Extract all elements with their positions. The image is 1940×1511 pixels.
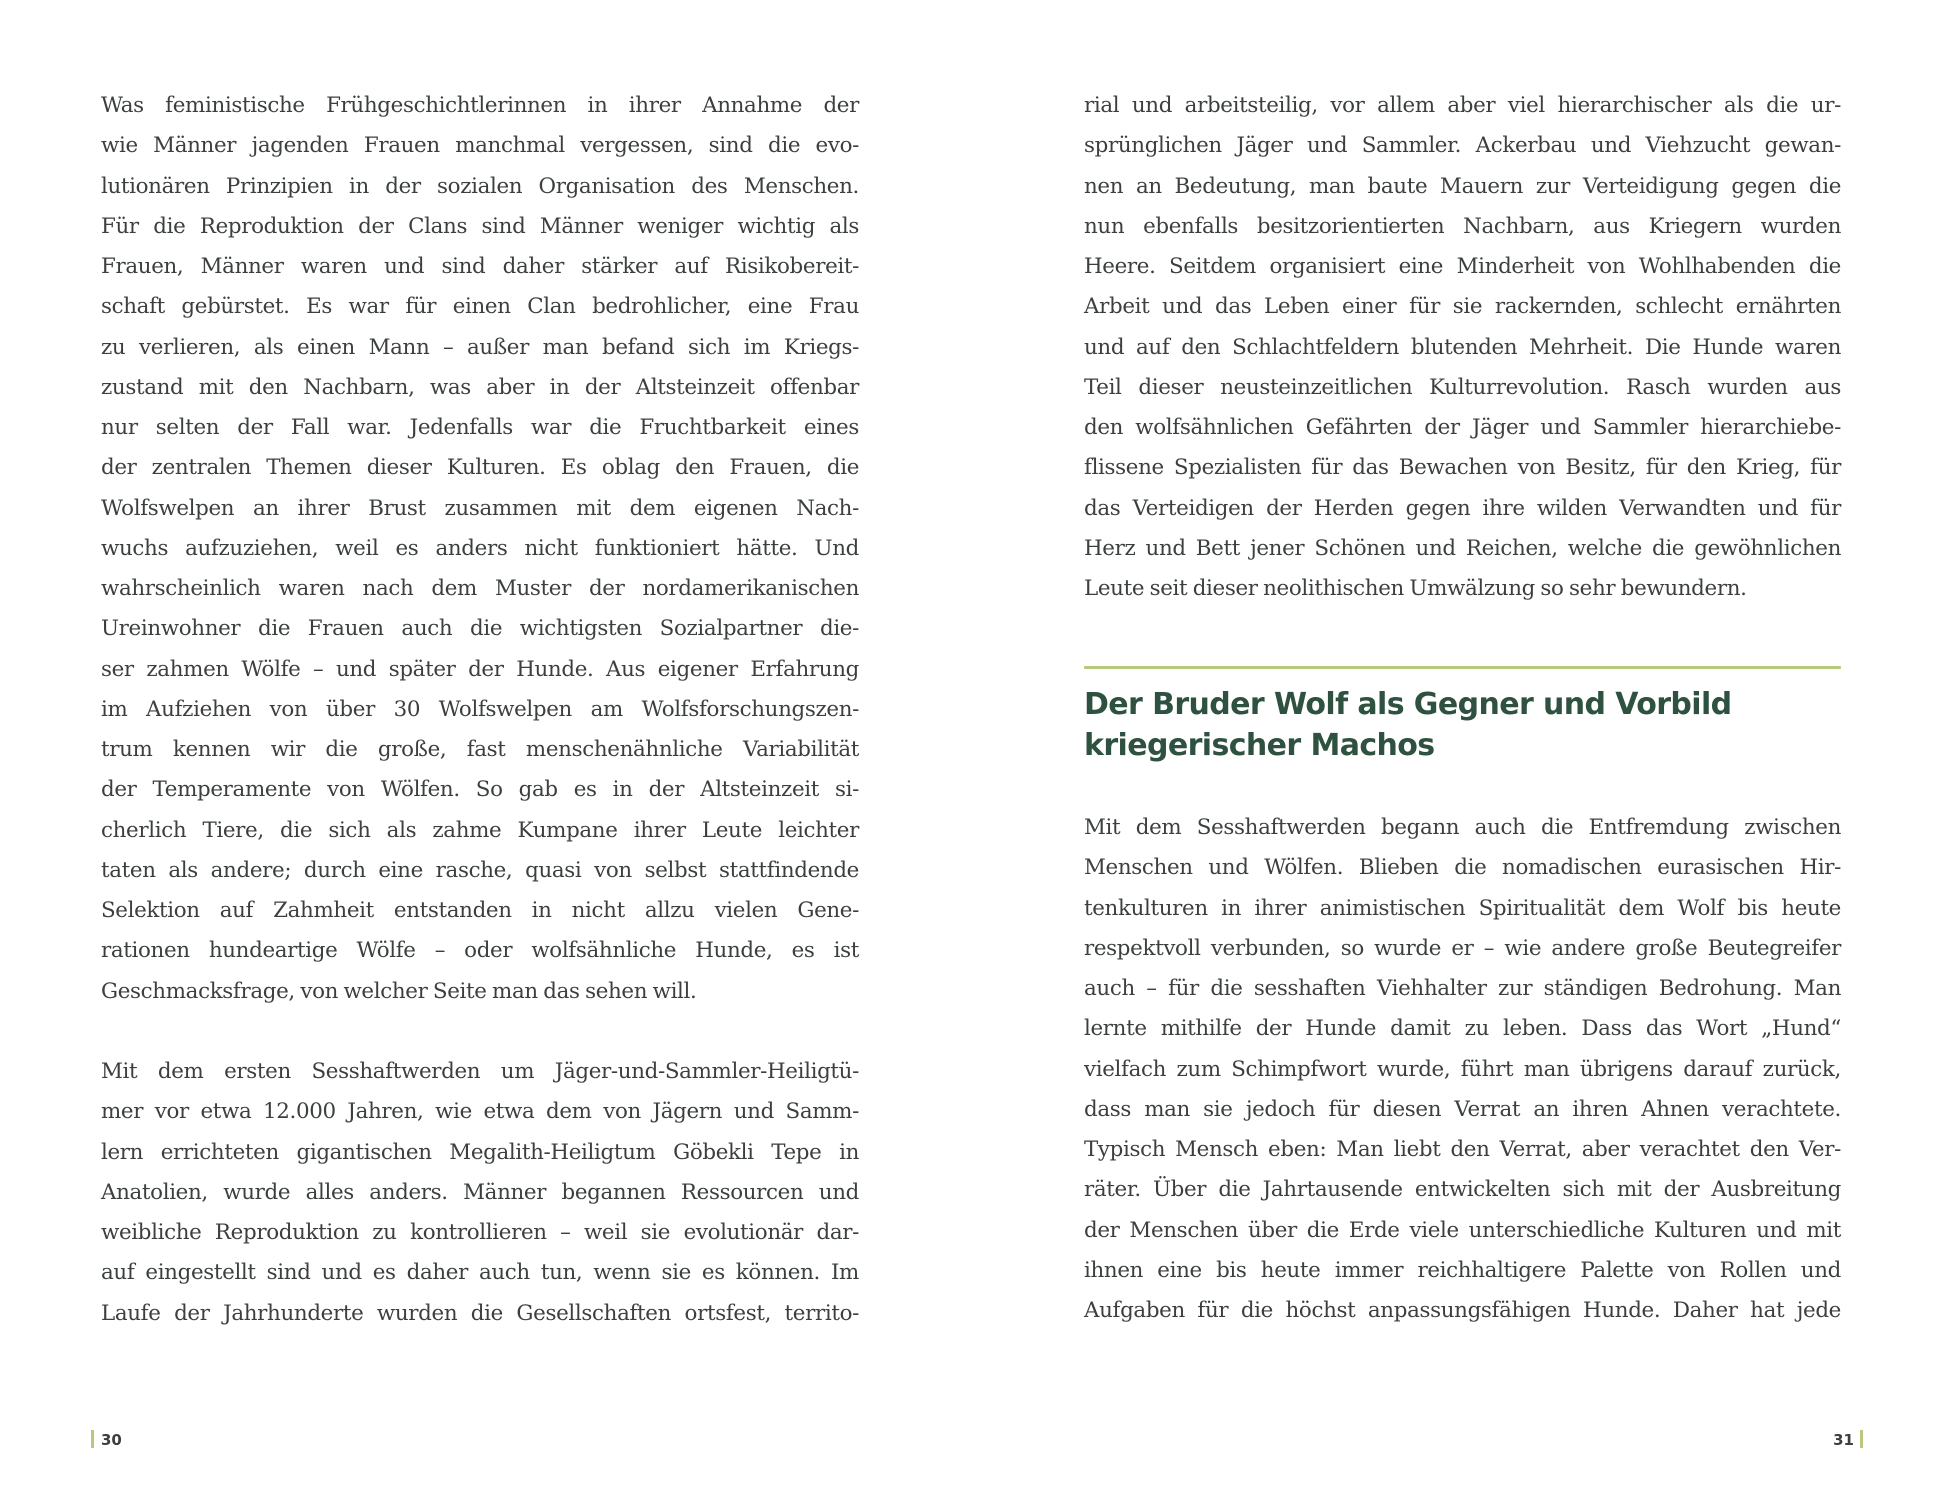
text-line: das Verteidigen der Herden gegen ihre wilden Verwandten und für (1084, 495, 1841, 521)
text-line: rationen hundeartige Wölfe – oder wolfsähnliche Hunde, es ist (101, 938, 859, 964)
text-line: weibliche Reproduktion zu kontrollieren – weil sie evolutionär dar- (101, 1220, 859, 1245)
text-line: zu verlieren, als einen Mann – außer man befand sich im Kriegs- (101, 334, 859, 360)
text-line: trum kennen wir die große, fast menschenähnliche Variabilität (101, 737, 859, 762)
right-section-body-text (1084, 808, 1841, 1331)
text-line: dass man sie jedoch für diesen Verrat an ihren Ahnen verachtete. (1084, 1096, 1841, 1122)
text-line: der Temperamente von Wölfen. So gab es in der Altsteinzeit si- (101, 777, 859, 803)
page-number-text: 31 (1833, 1431, 1854, 1449)
section-heading-line: kriegerischer Machos (1084, 728, 1435, 763)
folio-marker (1860, 1430, 1863, 1448)
text-line: Laufe der Jahrhunderte wurden die Gesellschaften ortsfest, territo- (101, 1300, 859, 1326)
text-line: Wolfswelpen an ihrer Brust zusammen mit dem eigenen Nach- (101, 495, 859, 521)
text-line: Arbeit und das Leben einer für sie rackernden, schlecht ernährten (1084, 294, 1841, 320)
text-line: respektvoll verbunden, so wurde er – wie andere große Beutegreifer (1084, 935, 1841, 961)
right-page (970, 0, 1940, 1511)
text-line: nun ebenfalls besitzorientierten Nachbarn, aus Kriegern wurden (1084, 213, 1841, 239)
text-line: rial und arbeitsteilig, vor allem aber viel hierarchischer als die ur- (1084, 93, 1841, 118)
text-line: Mit dem ersten Sesshaftwerden um Jäger-und-Sammler-Heiligtü- (101, 1059, 859, 1084)
text-line: lernte mithilfe der Hunde damit zu leben. Dass das Wort „Hund“ (1084, 1016, 1841, 1042)
right-continuation-text (1084, 86, 1841, 609)
text-line: ser zahmen Wölfe – und später der Hunde. Aus eigener Erfahrung (101, 656, 859, 682)
section-heading (1084, 684, 1841, 766)
page-number-left (91, 1430, 122, 1450)
text-line: Geschmacksfrage, von welcher Seite man das sehen will. (101, 978, 697, 1004)
text-line: Mit dem Sesshaftwerden begann auch die Entfremdung zwischen (1084, 815, 1841, 840)
text-line: wuchs aufzuziehen, weil es anders nicht funktioniert hätte. Und (101, 535, 859, 561)
text-line: lutionären Prinzipien in der sozialen Organisation des Menschen. (101, 173, 859, 199)
text-line: nur selten der Fall war. Jedenfalls war die Fruchtbarkeit eines (101, 415, 859, 440)
text-line: auch – für die sesshaften Viehhalter zur ständigen Bedrohung. Man (1084, 976, 1841, 1001)
text-line: Ureinwohner die Frauen auch die wichtigsten Sozialpartner die- (101, 616, 859, 642)
section-heading-line: Der Bruder Wolf als Gegner und Vorbild (1084, 687, 1732, 722)
text-line: Typisch Mensch eben: Man liebt den Verrat, aber verachtet den Ver- (1084, 1137, 1841, 1162)
text-line: Frauen, Männer waren und sind daher stärker auf Risikobereit- (101, 254, 859, 279)
text-line: Für die Reproduktion der Clans sind Männer weniger wichtig als (101, 213, 859, 239)
text-line: vielfach zum Schimpfwort wurde, führt man übrigens darauf zurück, (1084, 1056, 1841, 1082)
text-line: auf eingestellt sind und es daher auch tun, wenn sie es können. Im (101, 1260, 859, 1286)
text-line: taten als andere; durch eine rasche, quasi von selbst stattfindende (101, 857, 859, 883)
text-line: Leute seit dieser neolithischen Umwälzung so sehr bewundern. (1084, 576, 1747, 601)
text-line: wie Männer jagenden Frauen manchmal vergessen, sind die evo- (101, 133, 859, 159)
text-line: der Menschen über die Erde viele unterschiedliche Kulturen und mit (1084, 1217, 1841, 1243)
left-body-text (101, 86, 859, 1334)
text-line: den wolfsähnlichen Gefährten der Jäger und Sammler hierarchiebe- (1084, 415, 1841, 440)
section-divider (1084, 666, 1841, 669)
text-line: lern errichteten gigantischen Megalith-Heiligtum Göbekli Tepe in (101, 1139, 859, 1165)
text-line: Selektion auf Zahmheit entstanden in nicht allzu vielen Gene- (101, 898, 859, 923)
text-line: Teil dieser neusteinzeitlichen Kulturrevolution. Rasch wurden aus (1084, 374, 1841, 400)
text-line: im Aufziehen von über 30 Wolfswelpen am Wolfsforschungszen- (101, 696, 859, 722)
paragraph-gap (101, 1012, 859, 1052)
text-line: und auf den Schlachtfeldern blutenden Mehrheit. Die Hunde waren (1084, 334, 1841, 360)
paragraph (101, 1052, 859, 1334)
paragraph (101, 86, 859, 1012)
text-line: nen an Bedeutung, man baute Mauern zur Verteidigung gegen die (1084, 173, 1841, 199)
text-line: Was feministische Frühgeschichtlerinnen in ihrer Annahme der (101, 93, 859, 118)
folio-marker (91, 1430, 94, 1448)
text-line: schaft gebürstet. Es war für einen Clan bedrohlicher, eine Frau (101, 294, 859, 320)
page-number-text: 30 (101, 1431, 122, 1449)
page-number-right (1833, 1430, 1863, 1450)
text-line: flissene Spezialisten für das Bewachen von Besitz, für den Krieg, für (1084, 455, 1841, 481)
text-line: wahrscheinlich waren nach dem Muster der nordamerikanischen (101, 576, 859, 601)
text-line: Aufgaben für die höchst anpassungsfähigen Hunde. Daher hat jede (1084, 1298, 1841, 1323)
text-line: mer vor etwa 12.000 Jahren, wie etwa dem von Jägern und Samm- (101, 1099, 859, 1125)
text-line: der zentralen Themen dieser Kulturen. Es oblag den Frauen, die (101, 455, 859, 481)
text-line: tenkulturen in ihrer animistischen Spiritualität dem Wolf bis heute (1084, 895, 1841, 921)
text-line: Herz und Bett jener Schönen und Reichen, welche die gewöhnlichen (1084, 535, 1841, 561)
text-line: räter. Über die Jahrtausende entwickelten sich mit der Ausbreitung (1084, 1177, 1841, 1203)
text-line: Heere. Seitdem organisiert eine Minderheit von Wohlhabenden die (1084, 254, 1841, 279)
text-line: cherlich Tiere, die sich als zahme Kumpane ihrer Leute leichter (101, 817, 859, 843)
text-line: zustand mit den Nachbarn, was aber in der Altsteinzeit offenbar (101, 374, 859, 400)
text-line: Anatolien, wurde alles anders. Männer begannen Ressourcen und (101, 1179, 859, 1205)
text-line: ihnen eine bis heute immer reichhaltigere Palette von Rollen und (1084, 1257, 1841, 1283)
text-line: Menschen und Wölfen. Blieben die nomadischen eurasischen Hir- (1084, 855, 1841, 881)
text-line: sprünglichen Jäger und Sammler. Ackerbau und Viehzucht gewan- (1084, 133, 1841, 159)
